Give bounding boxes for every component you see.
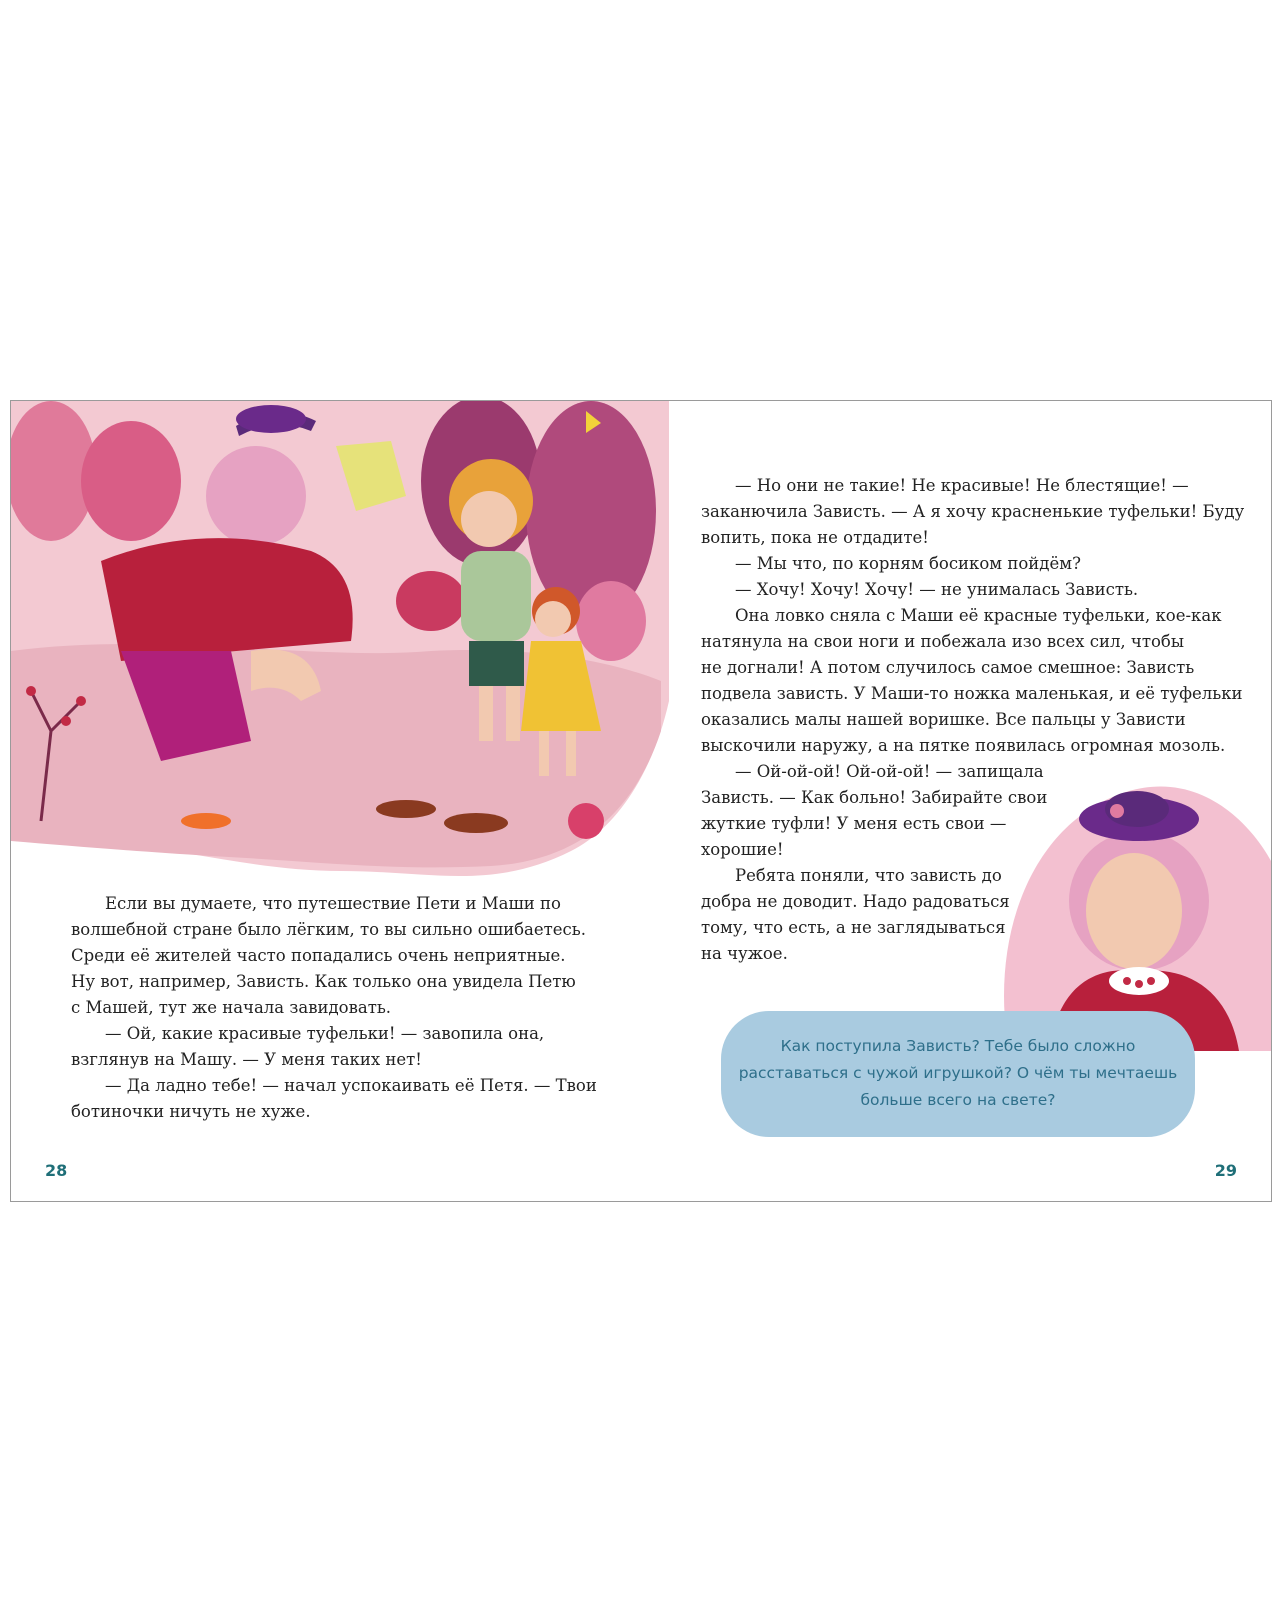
page-number-left: 28 <box>45 1161 68 1180</box>
text-line: добра не доводит. Надо радоваться <box>701 892 1010 911</box>
scene-art <box>11 401 669 891</box>
question-bubble <box>721 1011 1195 1137</box>
text-line: Ну вот, например, Зависть. Как только она увидела Петю <box>71 972 576 991</box>
question-line: расставаться с чужой игрушкой? О чём ты мечтаешь <box>738 1064 1178 1082</box>
text-line: хорошие! <box>701 840 784 859</box>
text-line: Ребята поняли, что зависть до <box>735 866 1002 885</box>
page-number-right: 29 <box>1214 1161 1237 1180</box>
text-line: ботиночки ничуть не хуже. <box>71 1102 311 1121</box>
text-line: — Ой, какие красивые туфельки! — завопила она, <box>105 1024 545 1043</box>
text-line: тому, что есть, а не заглядываться <box>701 918 1006 937</box>
question-line: Как поступила Зависть? Тебе было сложно <box>780 1037 1136 1055</box>
text-line: — Мы что, по корням босиком пойдём? <box>735 554 1081 573</box>
text-line: волшебной стране было лёгким, то вы сильно ошибаетесь. <box>71 920 586 939</box>
right-page-text <box>701 473 1245 967</box>
text-line: — Хочу! Хочу! Хочу! — не унималась Зависть. <box>735 580 1139 599</box>
text-line: с Машей, тут же начала завидовать. <box>71 998 392 1017</box>
text-line: подвела зависть. У Маши-то ножка маленькая, и её туфельки <box>701 684 1243 703</box>
text-line: жуткие туфли! У меня есть свои — <box>701 814 1007 833</box>
text-line: выскочили наружу, а на пятке появилась огромная мозоль. <box>701 736 1226 755</box>
text-line: натянула на свои ноги и побежала изо всех сил, чтобы <box>701 632 1184 651</box>
left-page-text <box>71 891 597 1125</box>
text-line: оказались малы нашей воришке. Все пальцы у Зависти <box>701 710 1186 729</box>
text-line: вопить, пока не отдадите! <box>701 528 929 547</box>
text-line: — Да ладно тебе! — начал успокаивать её Петя. — Твои <box>105 1076 597 1095</box>
text-line: Она ловко сняла с Маши её красные туфельки, кое-как <box>735 606 1222 625</box>
question-line: больше всего на свете? <box>860 1091 1056 1109</box>
text-line: заканючила Зависть. — А я хочу красненькие туфельки! Буду <box>701 502 1245 521</box>
text-line: — Но они не такие! Не красивые! Не блестящие! — <box>735 476 1189 495</box>
text-line: не догнали! А потом случилось самое смешное: Зависть <box>701 658 1195 677</box>
text-line: на чужое. <box>701 944 788 963</box>
question-text <box>721 1033 1195 1114</box>
text-line: взглянув на Машу. — У меня таких нет! <box>71 1050 422 1069</box>
text-line: Если вы думаете, что путешествие Пети и Маши по <box>105 894 561 913</box>
text-line: Среди её жителей часто попадались очень неприятные. <box>71 946 566 965</box>
scene-illustration <box>11 401 669 891</box>
book-spread <box>10 400 1272 1202</box>
text-line: — Ой-ой-ой! Ой-ой-ой! — запищала <box>735 762 1044 781</box>
text-line: Зависть. — Как больно! Забирайте свои <box>701 788 1048 807</box>
